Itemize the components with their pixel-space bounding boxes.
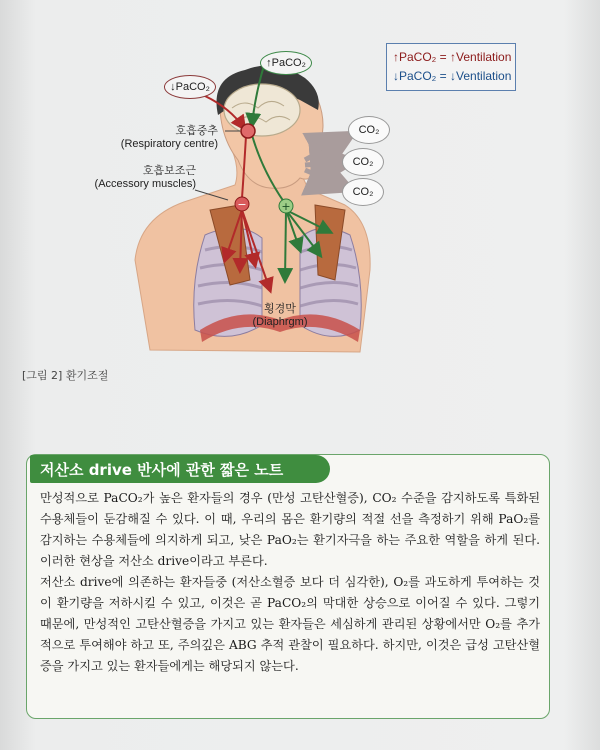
- co2-bubble-3: CO₂: [342, 178, 384, 206]
- accessory-muscles-label-ko: 호흡보조근: [142, 165, 196, 177]
- note-paragraph-2: 저산소 drive에 의존하는 환자들중 (저산소혈증 보다 더 심각한), O₂를 과도하게 투여하는 것이 환기량을 저하시킬 수 있고, 이것은 곧 PaCO₂의 막대한 상승으로 이어질 수 있다. 그렇기 때문에, 만성적인 고탄산혈증을 가지고 있는 환자들은 세심하게 관리된 상황에서만 O₂를 추가적으로 투여해야 하고 또, 주의깊은 ABG 추적 관찰이 필요하다. 하지만, 이것은 급성 고탄산혈증을 가지고 있는 환자들에게는 해당되지 않는다.: [40, 575, 540, 673]
- diaphragm-label-ko: 횡경막: [264, 303, 296, 315]
- figure-caption: [그림 2] 환기조절: [22, 369, 109, 382]
- diaphragm-label: [240, 303, 320, 329]
- note-body: [40, 488, 540, 677]
- brain-shape: [224, 84, 300, 136]
- minus-sign: −: [237, 198, 247, 211]
- accessory-muscles-label: [86, 165, 196, 191]
- legend-increase: ↑PaCO₂ = ↑Ventilation: [393, 50, 512, 64]
- legend-decrease: ↓PaCO₂ = ↓Ventilation: [393, 69, 512, 83]
- co2-bubble-1: CO₂: [348, 116, 390, 144]
- plus-sign: +: [281, 200, 291, 213]
- respiratory-centre-label-en: (Respiratory centre): [120, 138, 218, 150]
- note-paragraph-1: 만성적으로 PaCO₂가 높은 환자들의 경우 (만성 고탄산혈증), CO₂ 수준을 감지하도록 특화된 수용체들이 둔감해질 수 있다. 이 때, 우리의 몸은 환기량의 적절 선을 측정하기 위해 PaO₂를 감지하는 수용체들에 의지하게 되고, 낮은 PaO₂는 환기자극을 하는 주요한 역할을 하게 된다. 이러한 현상을 저산소 drive이라고 부른다.: [40, 491, 540, 568]
- co2-bubble-2: CO₂: [342, 148, 384, 176]
- accessory-muscles-label-en: (Accessory muscles): [94, 178, 196, 190]
- respiratory-centre-label-ko: 호흡중추: [175, 125, 218, 137]
- paco2-increase-bubble: ↑PaCO₂: [260, 51, 312, 75]
- diaphragm-label-en: (Diaphrgm): [252, 316, 308, 328]
- ventilation-legend: [386, 43, 516, 91]
- respiratory-centre-marker: [241, 124, 255, 138]
- note-title: 저산소 drive 반사에 관한 짧은 노트: [30, 455, 330, 483]
- paco2-decrease-bubble: ↓PaCO₂: [164, 75, 216, 99]
- respiratory-centre-label: [86, 125, 218, 151]
